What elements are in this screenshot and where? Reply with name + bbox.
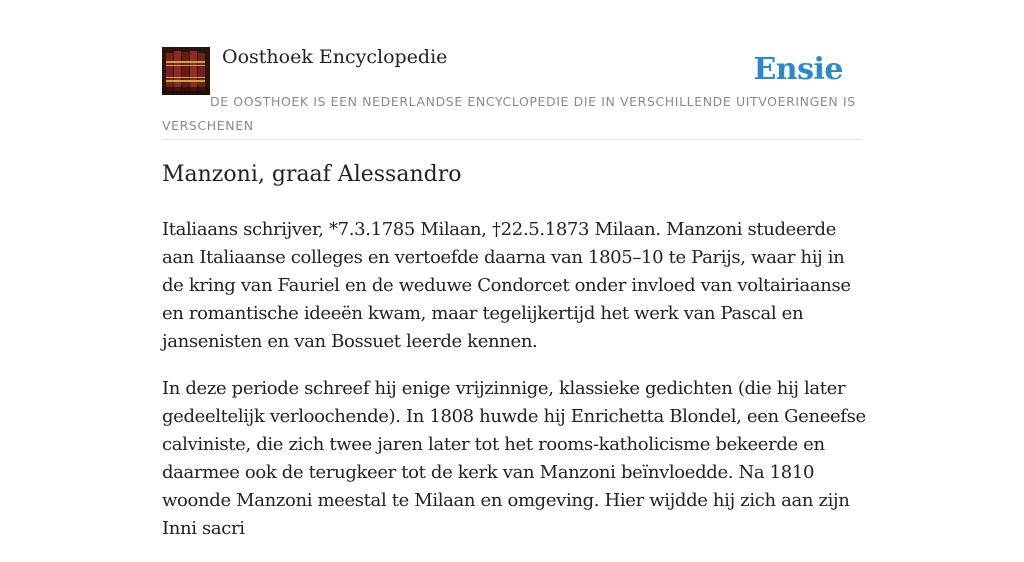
brand-logo[interactable]: Ensie — [753, 52, 843, 87]
page-container — [162, 0, 866, 539]
article-title: Manzoni, graaf Alessandro — [162, 162, 462, 187]
book-spines-icon[interactable] — [162, 47, 210, 95]
article-paragraph: In deze periode schreef hij enige vrijzinnige, klassieke gedichten (die hij later gedeeltelijk verloochende). In 1808 huwde hij Enrichetta Blondel, een Geneefse calviniste, die zich twee jaren later tot het rooms-katholicisme bekeerde en daarmee ook de terugkeer tot de kerk van Manzoni beïnvloedde. Na 1810 woonde Manzoni meestal te Milaan en omgeving. Hier wijdde hij zich aan zijn Inni sacri — [162, 378, 866, 539]
article-body — [162, 216, 867, 562]
site-header — [162, 0, 862, 140]
article-paragraph: Italiaans schrijver, *7.3.1785 Milaan, †22.5.1873 Milaan. Manzoni studeerde aan Italiaanse colleges en vertoefde daarna van 1805–10 te Parijs, waar hij in de kring van Fauriel en de weduwe Condorcet onder invloed van voltairiaanse en romantische ideeën kwam, maar tegelijkertijd het werk van Pascal en jansenisten en van Bossuet leerde kennen. — [162, 219, 851, 352]
site-name[interactable]: Oosthoek Encyclopedie — [222, 46, 448, 68]
site-tagline: DE OOSTHOEK IS EEN NEDERLANDSE ENCYCLOPEDIE DIE IN VERSCHILLENDE UITVOERINGEN IS VERSCHENEN — [162, 94, 856, 133]
